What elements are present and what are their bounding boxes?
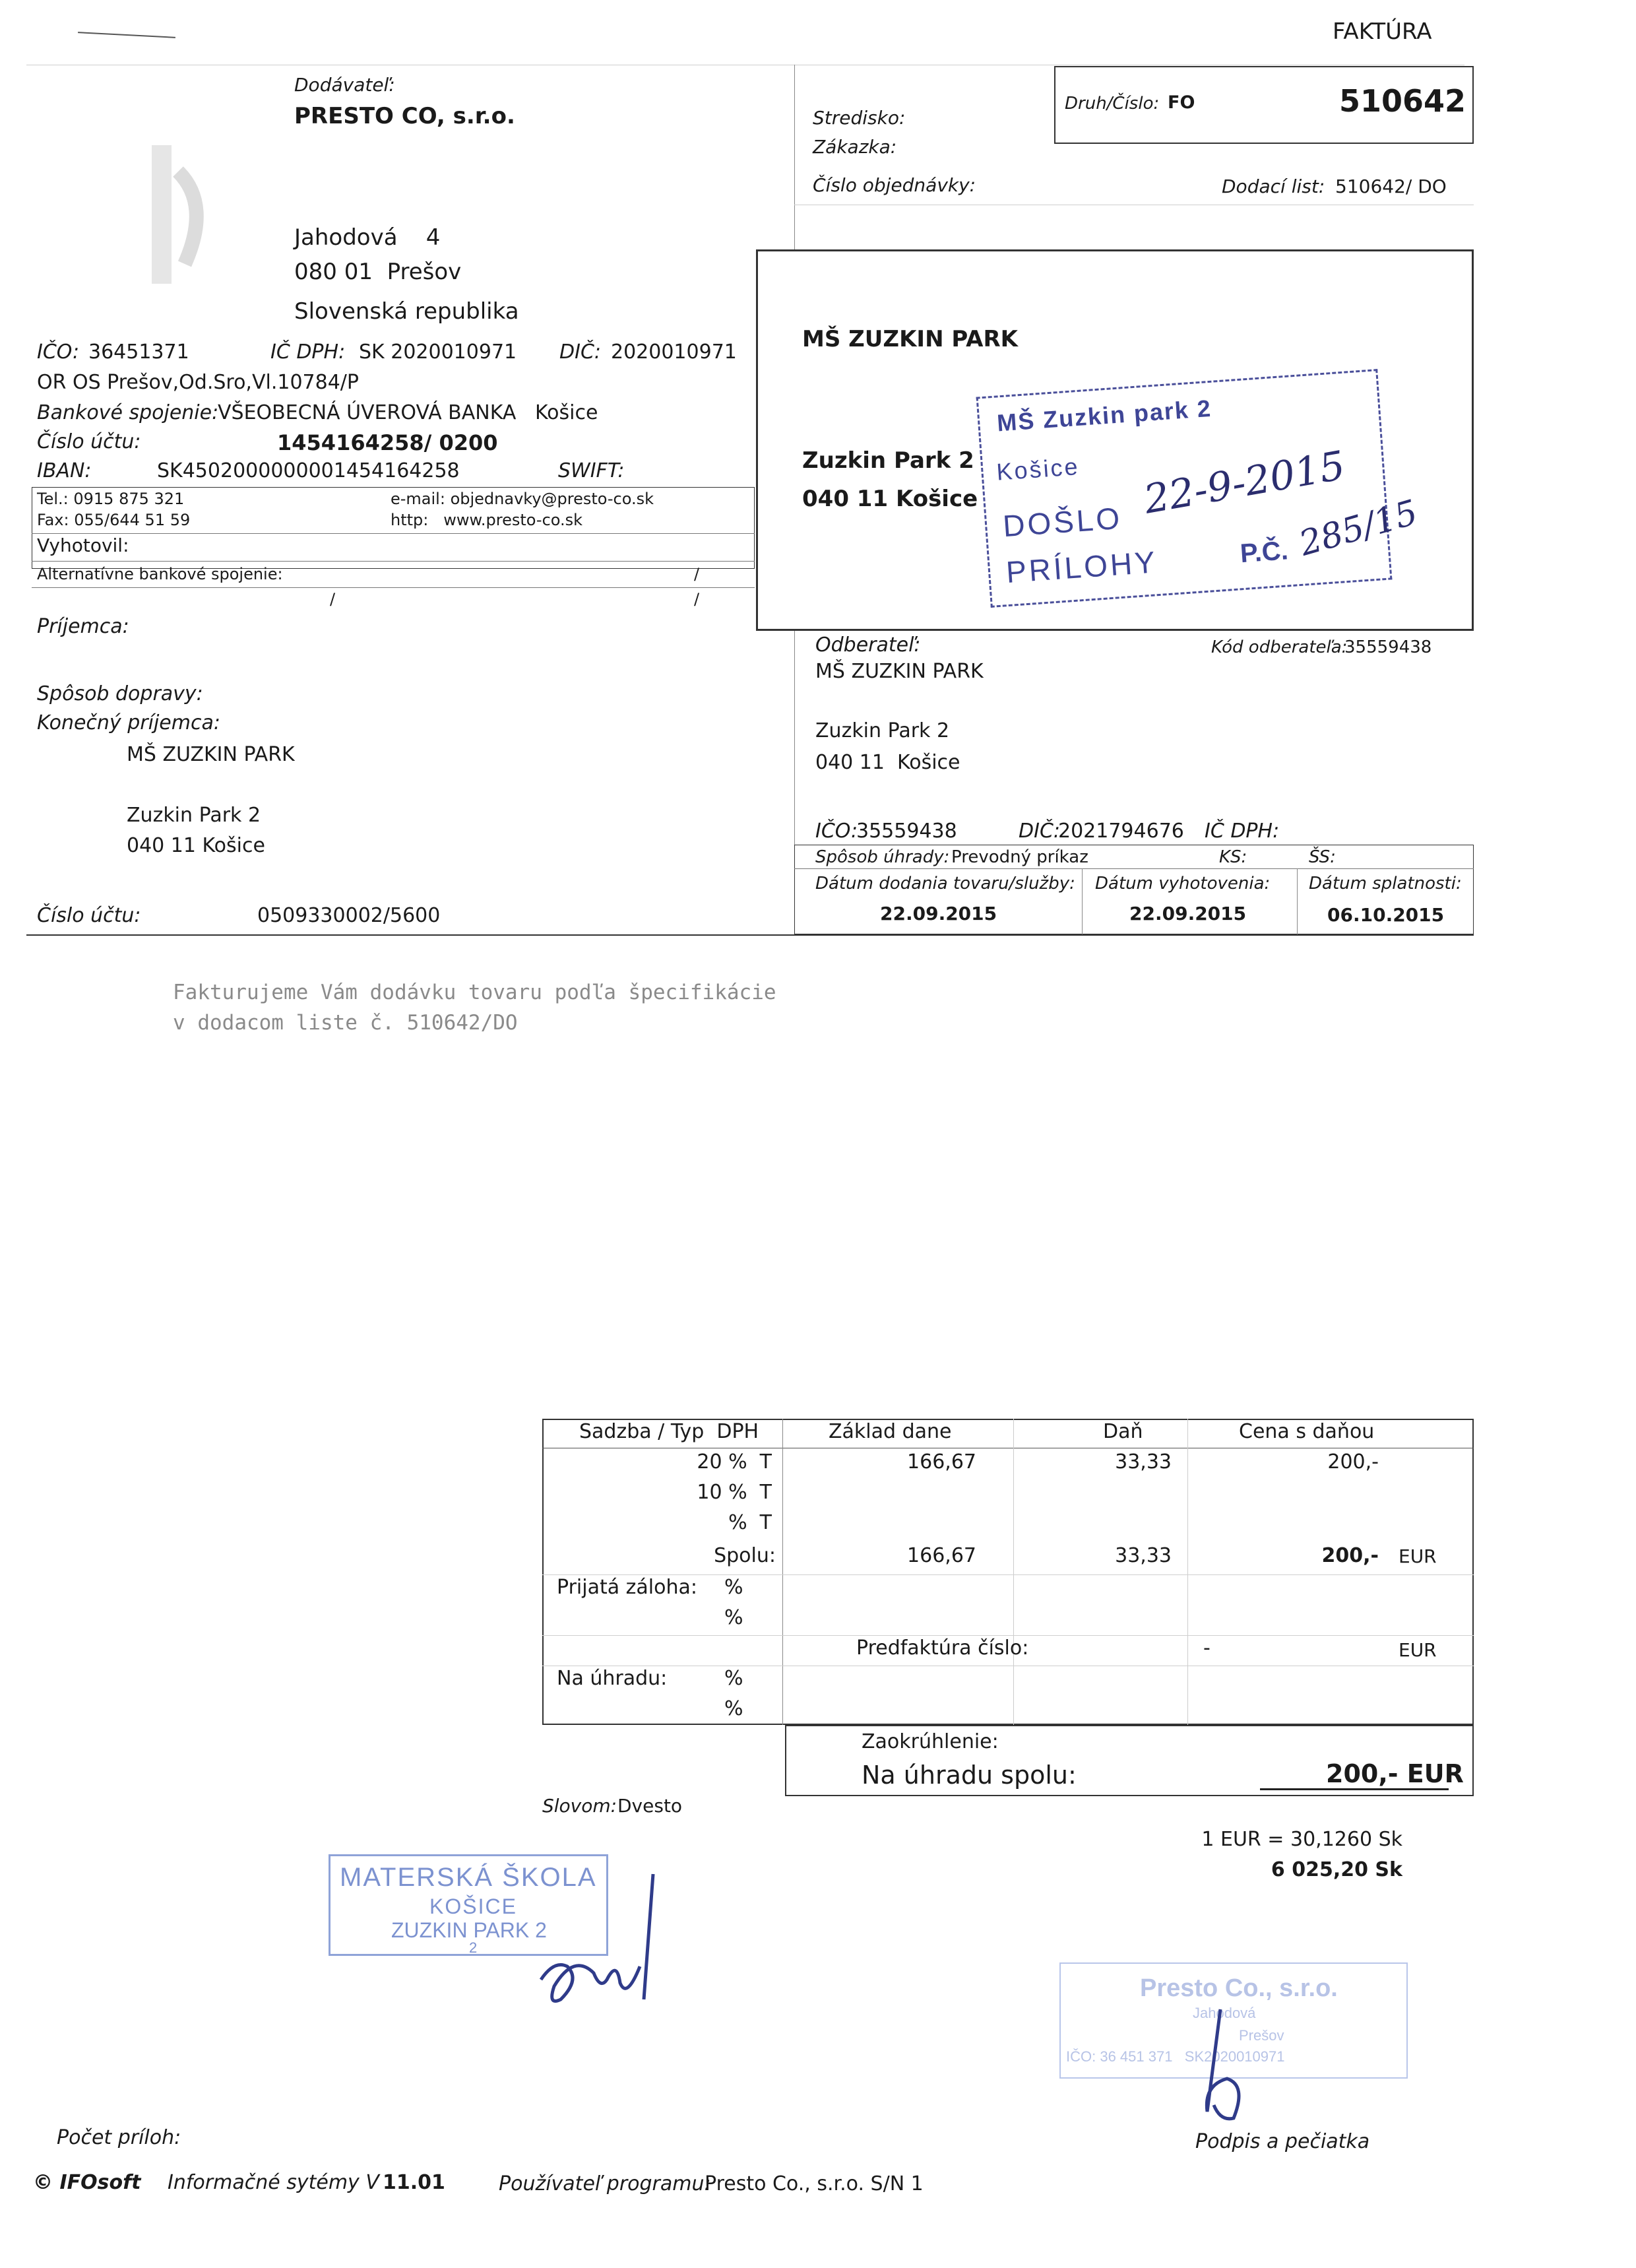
- vat-advance-line: [542, 1574, 1474, 1575]
- recipient-account: 0509330002/5600: [257, 904, 441, 927]
- customer-code: 35559438: [1344, 637, 1432, 657]
- supplier-icdph: SK 2020010971: [359, 340, 517, 364]
- company-stamp-line3: Prešov: [1239, 2027, 1284, 2044]
- to-pay-label: Na úhradu:: [557, 1667, 668, 1690]
- zakazka-label: Zákazka:: [813, 136, 897, 158]
- top-scribble: [78, 32, 175, 38]
- customer-name: MŠ ZUZKIN PARK: [815, 660, 984, 683]
- header-column-divider: [794, 65, 795, 249]
- grand-total-label: Na úhradu spolu:: [862, 1761, 1077, 1790]
- vat-proforma-line: [542, 1635, 1474, 1636]
- vat-col-line-1: [782, 1419, 783, 1725]
- vat-sum-total: 200,-: [1321, 1544, 1379, 1567]
- footer-system: Informačné sytémy V: [168, 2171, 379, 2194]
- rounding-label: Zaokrúhlenie:: [862, 1730, 999, 1753]
- footer-version: 11.01: [383, 2171, 445, 2194]
- grand-total-underline: [1260, 1788, 1449, 1790]
- received-stamp: [976, 369, 1422, 608]
- body-text-line1: Fakturujeme Vám dodávku tovaru podľa špecifikácie: [173, 981, 776, 1004]
- date-col-divider-1: [1082, 868, 1083, 934]
- supplier-email[interactable]: e-mail: objednavky@presto-co.sk: [391, 490, 654, 508]
- final-recipient-name: MŠ ZUZKIN PARK: [127, 743, 295, 766]
- company-signature: [1174, 2006, 1267, 2125]
- supplier-logo: [112, 132, 218, 297]
- customer-label: Odberateľ:: [815, 633, 921, 657]
- vat-col-total: Cena s daňou: [1239, 1420, 1375, 1443]
- stredisko-label: Stredisko:: [813, 107, 906, 129]
- supplier-name: PRESTO CO, s.r.o.: [294, 103, 515, 129]
- final-recipient-street: Zuzkin Park 2: [127, 804, 261, 827]
- customer-city: 040 11 Košice: [815, 751, 960, 774]
- received-stamp-date: 22-9-2015: [1140, 442, 1349, 523]
- date-delivery: 22.09.2015: [880, 903, 997, 924]
- received-stamp-line1: MŠ Zuzkin park 2: [995, 394, 1213, 437]
- date-due: 06.10.2015: [1327, 904, 1445, 926]
- company-stamp-line2: Jahodová: [1193, 2005, 1256, 2021]
- payment-method: Prevodný príkaz: [951, 847, 1088, 867]
- footer-brand: © IFOsoft: [33, 2171, 141, 2194]
- supplier-country: Slovenská republika: [294, 298, 519, 325]
- to-pay-pct-2: %: [724, 1697, 743, 1720]
- supplier-iban: SK4502000000001454164258: [157, 459, 460, 482]
- document-title: FAKTÚRA: [1333, 18, 1432, 45]
- prijemca-label: Príjemca:: [37, 615, 129, 638]
- to-pay-pct-1: %: [724, 1667, 743, 1690]
- date-issue: 22.09.2015: [1129, 903, 1247, 924]
- customer-code-label: Kód odberateľa:: [1211, 637, 1348, 657]
- supplier-account: 1454164258/ 0200: [277, 430, 498, 455]
- supplier-swift-label: SWIFT:: [558, 459, 625, 482]
- vat-row-3-rate: % T: [728, 1511, 772, 1534]
- words-value: Dvesto: [617, 1795, 683, 1817]
- supplier-ico-label: IČO:: [37, 340, 80, 364]
- received-stamp-pnum: 285/15: [1295, 492, 1422, 564]
- supplier-ico: 36451371: [88, 340, 189, 364]
- advance-pct-2: %: [724, 1606, 743, 1629]
- payment-method-label: Spôsob úhrady:: [815, 847, 950, 867]
- vat-col-line-2: [1013, 1419, 1014, 1725]
- proforma-value: -: [1203, 1636, 1211, 1660]
- attachments-label: Počet príloh:: [57, 2126, 181, 2149]
- vat-row-1-base: 166,67: [907, 1450, 976, 1474]
- supplier-dic: 2020010971: [611, 340, 737, 364]
- footer-user-label: Používateľ programu:: [499, 2172, 711, 2195]
- transport-label: Spôsob dopravy:: [37, 682, 203, 705]
- company-stamp-line1: Presto Co., s.r.o.: [1140, 1974, 1338, 2002]
- supplier-dic-label: DIČ:: [559, 340, 602, 364]
- customer-street: Zuzkin Park 2: [815, 719, 950, 742]
- advance-pct-1: %: [724, 1576, 743, 1599]
- supplier-account-label: Číslo účtu:: [37, 430, 141, 453]
- customer-ico: 35559438: [856, 820, 957, 843]
- date-col-divider-2: [1297, 868, 1298, 934]
- school-stamp-line3: ZUZKIN PARK 2: [391, 1918, 547, 1942]
- school-stamp-line2: KOŠICE: [429, 1895, 517, 1918]
- supplier-city: 080 01 Prešov: [294, 259, 462, 285]
- vat-sum-tax: 33,33: [1115, 1544, 1172, 1567]
- issued-by-label: Vyhotovil:: [37, 535, 129, 556]
- customer-dic: 2021794676: [1058, 820, 1184, 843]
- supplier-iban-label: IBAN:: [37, 459, 92, 482]
- school-stamp-line1: MATERSKÁ ŠKOLA: [340, 1863, 597, 1892]
- received-stamp-pc: P.Č.: [1239, 536, 1290, 569]
- supplier-street: Jahodová 4: [294, 224, 441, 251]
- vat-row-1-total: 200,-: [1327, 1450, 1379, 1474]
- window-name: MŠ ZUZKIN PARK: [802, 326, 1019, 352]
- vat-col-rate: Sadzba / Typ DPH: [579, 1420, 759, 1443]
- date-due-label: Dátum splatnosti:: [1309, 874, 1462, 893]
- ks-label: KS:: [1219, 847, 1247, 867]
- window-city: 040 11 Košice: [802, 486, 978, 512]
- body-text-line2: v dodacom liste č. 510642/DO: [173, 1011, 518, 1035]
- vat-col-tax: Daň: [1103, 1420, 1143, 1443]
- payment-divider: [794, 868, 1474, 869]
- proforma-label: Predfaktúra číslo:: [856, 1636, 1029, 1660]
- vat-sum-currency: EUR: [1399, 1545, 1437, 1567]
- received-stamp-line3: DOŠLO: [1001, 500, 1123, 544]
- supplier-icdph-label: IČ DPH:: [270, 340, 346, 364]
- invoice-number: 510642: [1339, 83, 1466, 119]
- alt-bank-slash-1: /: [694, 565, 700, 583]
- date-delivery-label: Dátum dodania tovaru/služby:: [815, 874, 1075, 893]
- words-label: Slovom:: [542, 1795, 617, 1817]
- delivery-note-label: Dodací list:: [1222, 176, 1325, 197]
- vat-row-1-rate: 20 % T: [697, 1450, 772, 1474]
- order-number-label: Číslo objednávky:: [813, 174, 976, 196]
- received-stamp-line2: Košice: [995, 453, 1081, 486]
- final-recipient-label: Konečný príjemca:: [37, 711, 220, 734]
- received-stamp-line4: PRÍLOHY: [1005, 544, 1159, 590]
- supplier-fax: Fax: 055/644 51 59: [37, 511, 191, 529]
- vat-col-base: Základ dane: [829, 1420, 952, 1443]
- ss-label: ŠS:: [1309, 847, 1336, 867]
- advance-label: Prijatá záloha:: [557, 1576, 697, 1599]
- vat-row-2-rate: 10 % T: [697, 1481, 772, 1504]
- alt-bank-slash-3: /: [694, 590, 700, 608]
- alt-bank-bottom: [32, 587, 755, 588]
- supplier-label: Dodávateľ:: [294, 74, 395, 96]
- recipient-account-label: Číslo účtu:: [37, 904, 141, 927]
- proforma-currency: EUR: [1399, 1639, 1437, 1661]
- druh-label: Druh/Číslo:: [1065, 94, 1160, 113]
- school-signature: [528, 1867, 673, 2019]
- supplier-tel: Tel.: 0915 875 321: [37, 490, 185, 508]
- alt-bank-label: Alternatívne bankové spojenie:: [37, 565, 283, 583]
- contact-divider: [32, 533, 755, 534]
- supplier-bank-label: Bankové spojenie:: [37, 401, 219, 424]
- vat-row-1-tax: 33,33: [1115, 1450, 1172, 1474]
- window-street: Zuzkin Park 2: [802, 447, 974, 474]
- school-stamp-line4: 2: [469, 1939, 478, 1956]
- supplier-bank: VŠEOBECNÁ ÚVEROVÁ BANKA Košice: [218, 401, 598, 424]
- vat-col-line-3: [1187, 1419, 1188, 1725]
- exchange-amount: 6 025,20 Sk: [1271, 1858, 1402, 1881]
- alt-bank-slash-2: /: [330, 590, 336, 608]
- delivery-note-value: 510642/ DO: [1335, 176, 1447, 197]
- customer-icdph-label: IČ DPH:: [1205, 820, 1280, 843]
- alt-bank-divider: [32, 561, 755, 562]
- company-stamp-line4: IČO: 36 451 371 SK2020010971: [1066, 2048, 1285, 2065]
- supplier-web[interactable]: http: www.presto-co.sk: [391, 511, 583, 529]
- druh-value: FO: [1168, 92, 1195, 113]
- signature-label: Podpis a pečiatka: [1195, 2130, 1370, 2153]
- exchange-rate: 1 EUR = 30,1260 Sk: [1201, 1828, 1402, 1851]
- footer-user: Presto Co., s.r.o. S/N 1: [705, 2172, 924, 2195]
- grand-total-value: 200,- EUR: [1326, 1759, 1464, 1788]
- final-recipient-city: 040 11 Košice: [127, 834, 265, 857]
- recipient-bottom-line: [26, 934, 1474, 936]
- vat-sum-base: 166,67: [907, 1544, 976, 1567]
- customer-ico-label: IČO:: [815, 820, 858, 843]
- date-issue-label: Dátum vyhotovenia:: [1095, 874, 1271, 893]
- vat-sum-label: Spolu:: [714, 1544, 776, 1567]
- customer-dic-label: DIČ:: [1019, 820, 1061, 843]
- supplier-register: OR OS Prešov,Od.Sro,Vl.10784/P: [37, 371, 359, 394]
